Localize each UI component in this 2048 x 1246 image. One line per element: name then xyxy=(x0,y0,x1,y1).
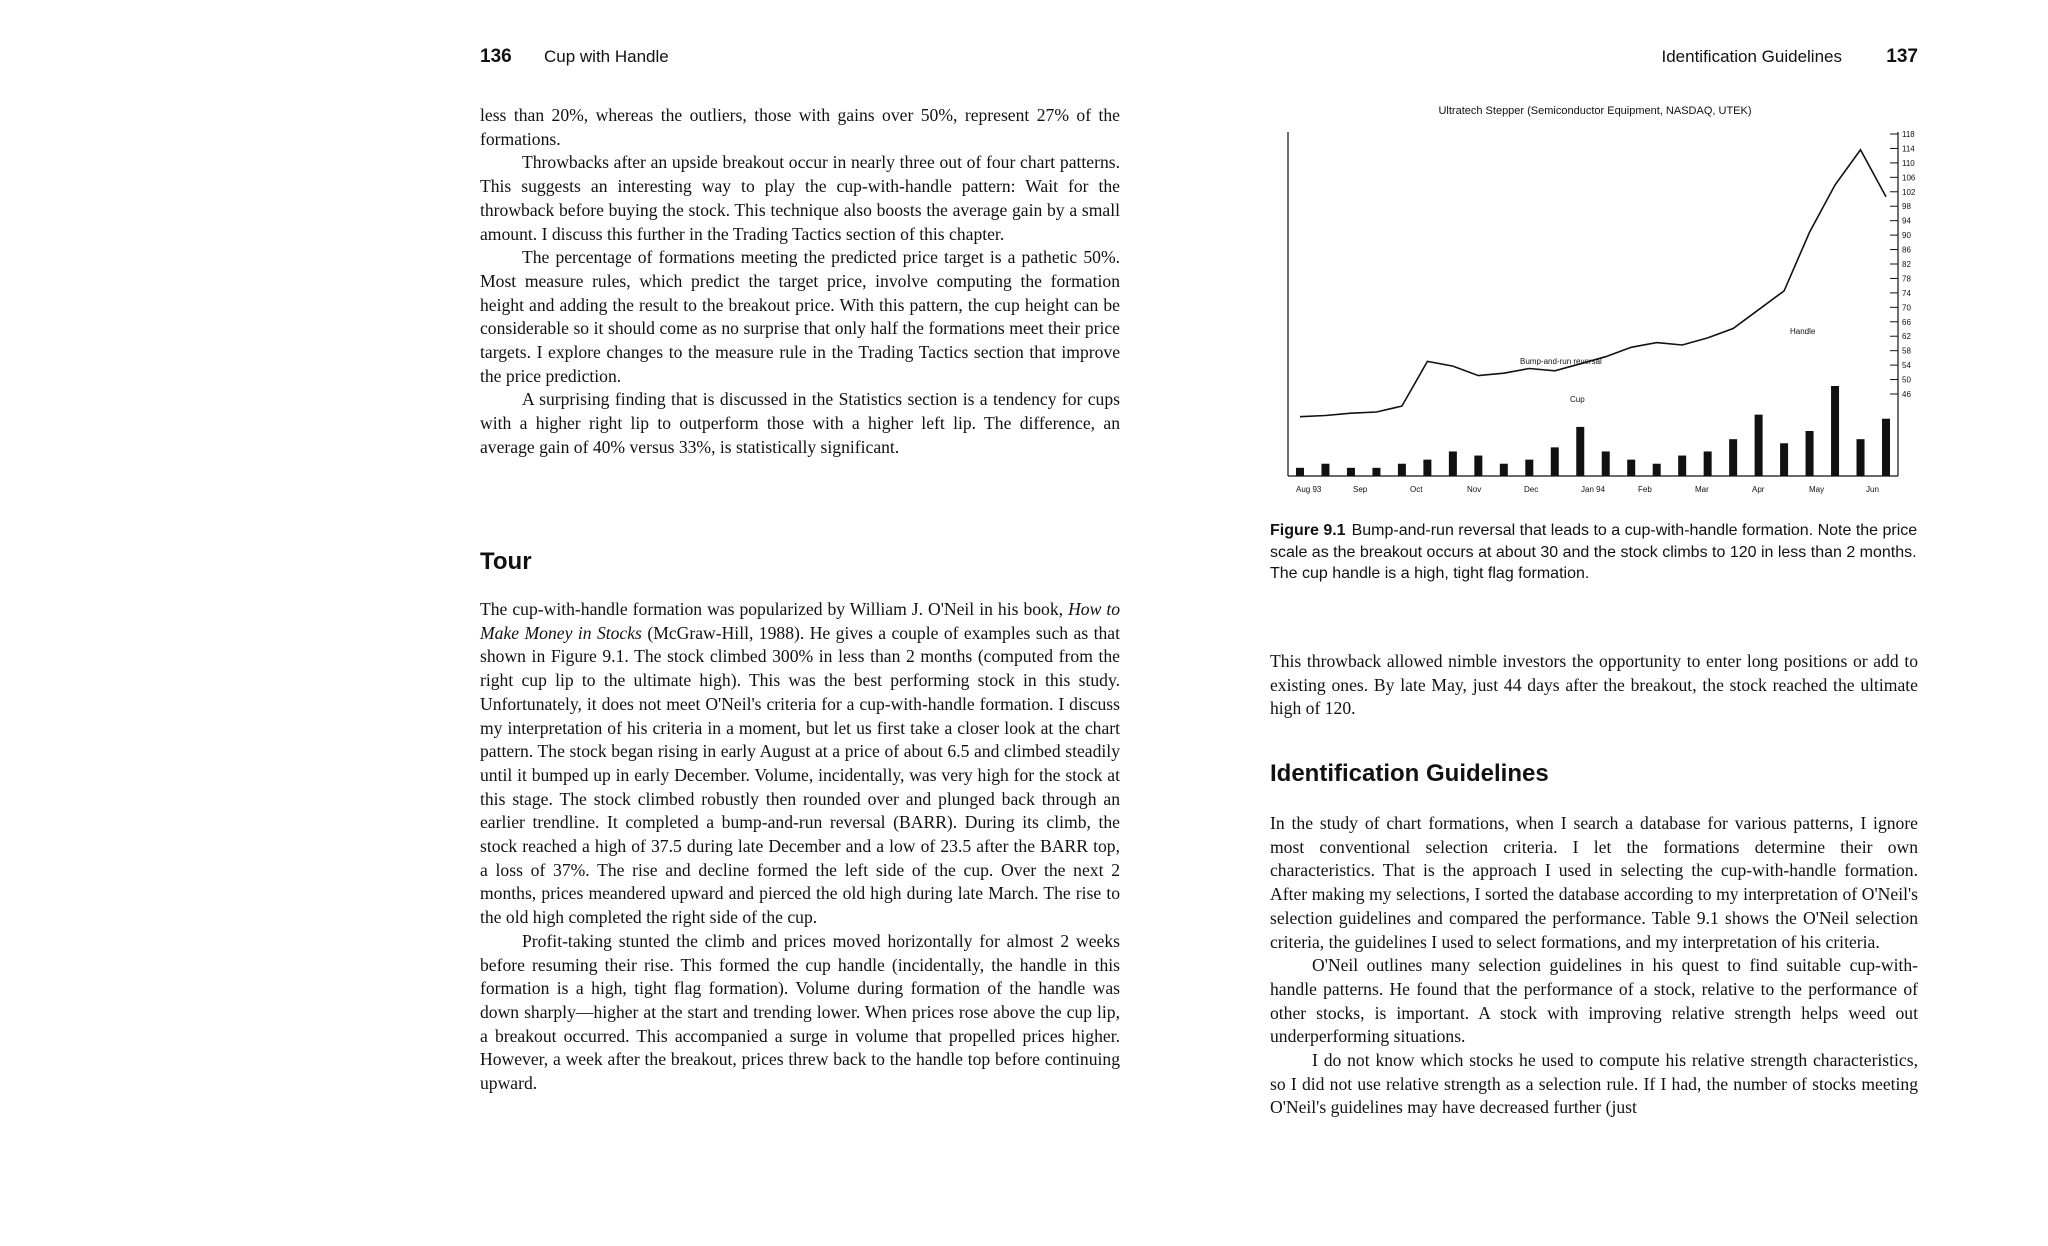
x-tick-label: Dec xyxy=(1524,485,1539,494)
volume-bar xyxy=(1627,460,1635,476)
paragraph: Profit-taking stunted the climb and prices moved horizontally for almost 2 weeks before resuming their rise. This formed the cup handle (incidentally, the handle in this formation is a high, tight flag formation). Volume during formation of the handle was down sharply—higher at the start and trending lower. When prices rose above the cup lip, a breakout occurred. This accompanied a surge in volume that propelled prices higher. However, a week after the breakout, prices threw back to the handle top before continuing upward. xyxy=(480,930,1120,1094)
identification-text xyxy=(1270,812,1918,1120)
annotation-label: Handle xyxy=(1790,327,1816,336)
volume-bar xyxy=(1755,415,1763,476)
figure-label: Figure 9.1 xyxy=(1270,522,1346,539)
figure-caption xyxy=(1270,520,1918,585)
intro-text xyxy=(480,104,1120,460)
chart-title: Ultratech Stepper (Semiconductor Equipment, NASDAQ, UTEK) xyxy=(1438,105,1752,117)
x-tick-label: Aug 93 xyxy=(1296,485,1322,494)
y-tick-label: 66 xyxy=(1902,317,1911,327)
left-page xyxy=(480,0,1120,1246)
y-tick-label: 82 xyxy=(1902,260,1911,269)
book-title: How to Make Money in Stocks xyxy=(480,599,1121,643)
x-tick-label: May xyxy=(1809,485,1825,494)
y-tick-label: 54 xyxy=(1902,361,1911,371)
volume-bar xyxy=(1653,464,1661,476)
volume-bar xyxy=(1806,431,1814,476)
volume-bar xyxy=(1831,386,1839,476)
y-tick-label: 110 xyxy=(1902,158,1915,168)
volume-bar xyxy=(1296,468,1304,476)
section-heading-identification: Identification Guidelines xyxy=(1270,760,1549,787)
tour-text xyxy=(480,598,1120,1096)
chapter-title: Cup with Handle xyxy=(544,47,669,66)
y-tick-label: 70 xyxy=(1902,303,1911,313)
volume-bar xyxy=(1474,456,1482,476)
y-tick-label: 50 xyxy=(1902,375,1911,385)
y-tick-label: 94 xyxy=(1902,216,1911,226)
page-number: 137 xyxy=(1886,46,1918,67)
text-after-figure xyxy=(1270,650,1918,721)
volume-bar xyxy=(1857,439,1865,476)
price-line xyxy=(1300,150,1886,417)
volume-bar xyxy=(1678,456,1686,476)
paragraph: The percentage of formations meeting the predicted price target is a pathetic 50%. Most measure rules, which predict the target price, involve computing the formation height and adding the result to the breakout price. With this pattern, the cup height can be considerable so it should come as no surprise that only half the formations meet their price targets. I explore changes to the measure rule in the Trading Tactics section that improve the price prediction. xyxy=(480,247,1120,386)
paragraph: less than 20%, whereas the outliers, those with gains over 50%, represent 27% of the formations. xyxy=(480,105,1120,149)
volume-bar xyxy=(1780,443,1788,476)
caption-text: Bump-and-run reversal that leads to a cup-with-handle formation. Note the price scale as the breakout occurs at about 30 and the stock climbs to 120 in less than 2 months. The cup handle is a high, tight flag formation. xyxy=(1270,522,1918,582)
section-title: Identification Guidelines xyxy=(1661,47,1842,66)
x-tick-label: Nov xyxy=(1467,485,1482,494)
paragraph: In the study of chart formations, when I search a database for various patterns, I ignore most conventional selection criteria. I let the formations determine their own characteristics. That is the approach I used in selecting the cup-with-handle formation. After making my selections, I sorted the database according to my interpretation of O'Neil's selection guidelines and compared the performance. Table 9.1 shows the O'Neil selection criteria, the guidelines I used to select formations, and my interpretation of his criteria. xyxy=(1270,813,1918,952)
x-tick-label: Oct xyxy=(1410,485,1423,494)
paragraph xyxy=(480,598,1120,930)
volume-bar xyxy=(1449,451,1457,476)
y-tick-label: 86 xyxy=(1902,245,1911,255)
x-tick-label: Mar xyxy=(1695,485,1709,494)
volume-bar xyxy=(1602,451,1610,476)
paragraph: I do not know which stocks he used to compute his relative strength characteristics, so I did not use relative strength as a selection rule. If I had, the number of stocks meeting O'Neil's guidelines may have decreased further (just xyxy=(1270,1050,1918,1118)
y-tick-label: 46 xyxy=(1902,390,1911,399)
volume-bar xyxy=(1525,460,1533,476)
text-run: (McGraw-Hill, 1988). He gives a couple of examples such as that shown in Figure 9.1. The stock climbed 300% in less than 2 months (computed from the right cup lip to the ultimate high). This was the best performing stock in this study. Unfortunately, it does not meet O'Neil's criteria for a cup-with-handle formation. I discuss my interpretation of his criteria in a moment, but let us first take a closer look at the chart pattern. The stock began rising in early August at a price of about 6.5 and climbed steadily until it bumped up in early December. Volume, incidentally, was very high for the stock at this stage. The stock climbed robustly then rounded over and plunged back through an earlier trendline. It completed a bump-and-run reversal (BARR). During its climb, the stock reached a high of 37.5 during late December and a low of 23.5 after the BARR top, a loss of 37%. The rise and decline formed the left side of the cup. Over the next 2 months, prices meandered upward and pierced the old high during late March. The rise to the old high completed the right side of the cup. xyxy=(480,622,1120,928)
volume-bar xyxy=(1882,419,1890,476)
volume-bar xyxy=(1729,439,1737,476)
y-tick-label: 98 xyxy=(1902,202,1911,212)
volume-bar xyxy=(1321,464,1329,476)
x-tick-label: Apr xyxy=(1752,485,1765,494)
y-tick-label: 78 xyxy=(1902,274,1911,284)
volume-bar xyxy=(1423,460,1431,476)
y-tick-label: 62 xyxy=(1902,332,1911,342)
x-tick-label: Sep xyxy=(1353,485,1368,494)
x-tick-label: Jun xyxy=(1866,485,1879,494)
figure-9-1-chart xyxy=(1270,102,1920,502)
volume-bar xyxy=(1500,464,1508,476)
annotation-label: Cup xyxy=(1570,395,1585,404)
volume-bar xyxy=(1576,427,1584,476)
volume-bar xyxy=(1551,447,1559,476)
section-heading-tour: Tour xyxy=(480,548,532,575)
paragraph: This throwback allowed nimble investors the opportunity to enter long positions or add to existing ones. By late May, just 44 days after the breakout, the stock reached the ultimate high of 120. xyxy=(1270,651,1918,719)
running-head-left xyxy=(480,46,1120,70)
y-tick-label: 90 xyxy=(1902,231,1911,241)
volume-bar xyxy=(1372,468,1380,476)
paragraph: Throwbacks after an upside breakout occur in nearly three out of four chart patterns. This suggests an interesting way to play the cup-with-handle pattern: Wait for the throwback before buying the stock. This technique also boosts the average gain by a small amount. I discuss this further in the Trading Tactics section of this chapter. xyxy=(480,152,1120,244)
annotation-label: Bump-and-run reversal xyxy=(1520,357,1602,366)
paragraph: O'Neil outlines many selection guidelines in his quest to find suitable cup-with-handle patterns. He found that the performance of a stock, relative to the performance of other stocks, is important. A stock with improving relative strength helps weed out underperforming situations. xyxy=(1270,955,1918,1047)
y-tick-label: 114 xyxy=(1902,144,1915,154)
volume-bar xyxy=(1347,468,1355,476)
price-volume-chart xyxy=(1270,102,1920,502)
y-tick-label: 74 xyxy=(1902,288,1911,298)
y-tick-label: 118 xyxy=(1902,130,1915,139)
y-tick-label: 102 xyxy=(1902,187,1916,197)
right-page xyxy=(1270,0,1918,1246)
volume-bar xyxy=(1398,464,1406,476)
volume-bar xyxy=(1704,451,1712,476)
y-tick-label: 106 xyxy=(1902,173,1916,183)
page-number: 136 xyxy=(480,46,512,67)
x-tick-label: Feb xyxy=(1638,485,1652,494)
x-tick-label: Jan 94 xyxy=(1581,485,1606,494)
text-run: The cup-with-handle formation was popularized by William J. O'Neil in his book, xyxy=(480,599,1069,619)
running-head-right xyxy=(1270,46,1918,70)
y-tick-label: 58 xyxy=(1902,346,1911,356)
paragraph: A surprising finding that is discussed in the Statistics section is a tendency for cups with a higher right lip to outperform those with a higher left lip. The difference, an average gain of 40% versus 33%, is statistically significant. xyxy=(480,389,1120,457)
